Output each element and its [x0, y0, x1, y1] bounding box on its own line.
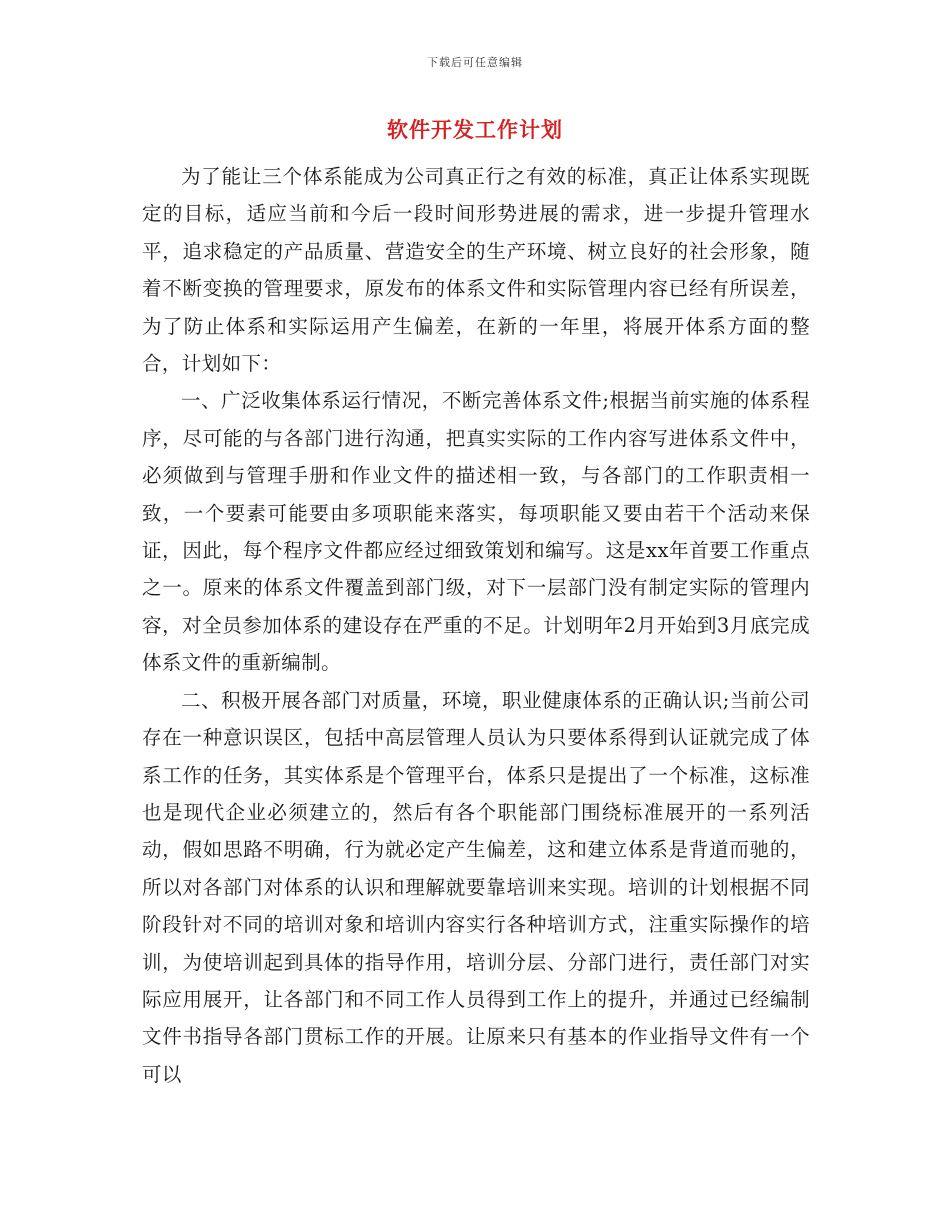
paragraph-intro: 为了能让三个体系能成为公司真正行之有效的标准，真正让体系实现既定的目标，适应当前和今后一段时间形势进展的需求，进一步提升管理水平，追求稳定的产品质量、营造安全的生产环境、树立良好的社会形象，随着不断变换的管理要求，原发布的体系文件和实际管理内容已经有所误差，为了防止体系和实际运用产生偏差，在新的一年里，将展开体系方面的整合，计划如下：	[142, 165, 810, 376]
document-title: 软件开发工作计划	[387, 117, 563, 142]
document-body	[142, 158, 810, 1093]
paragraph-item-2: 二、积极开展各部门对质量，环境，职业健康体系的正确认识;当前公司存在一种意识误区，包括中高层管理人员认为只要体系得到认证就完成了体系工作的任务，其实体系是个管理平台，体系只是提出了一个标准，这标准也是现代企业必须建立的，然后有各个职能部门围绕标准展开的一系列活动，假如思路不明确，行为就必定产生偏差，这和建立体系是背道而驰的，所以对各部门对体系的认识和理解就要靠培训来实现。培训的计划根据不同阶段针对不同的培训对象和培训内容实行各种培训方式，注重实际操作的培训，为使培训起到具体的指导作用，培训分层、分部门进行，责任部门对实际应用展开，让各部门和不同工作人员得到工作上的提升，并通过已经编制文件书指导各部门贯标工作的开展。让原来只有基本的作业指导文件有一个可以	[142, 688, 810, 1086]
paragraph-item-1: 一、广泛收集体系运行情况，不断完善体系文件;根据当前实施的体系程序，尽可能的与各部门进行沟通，把真实实际的工作内容写进体系文件中，必须做到与管理手册和作业文件的描述相一致，与各部门的工作职责相一致，一个要素可能要由多项职能来落实，每项职能又要由若干个活动来保证，因此，每个程序文件都应经过细致策划和编写。这是xx年首要工作重点之一。原来的体系文件覆盖到部门级，对下一层部门没有制定实际的管理内容，对全员参加体系的建设存在严重的不足。计划明年2月开始到3月底完成体系文件的重新编制。	[142, 389, 810, 675]
header-note: 下载后可任意编辑	[427, 56, 523, 69]
